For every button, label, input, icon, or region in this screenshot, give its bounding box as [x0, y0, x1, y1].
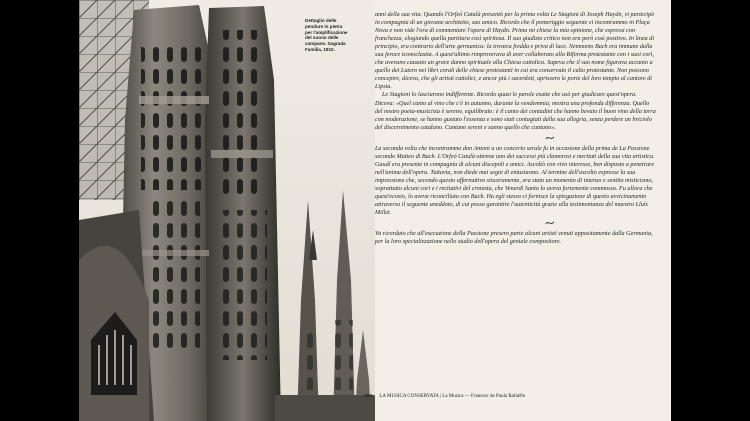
running-head: LA MUSICA CONSERVATA | La Musica — Francesc de Paula Rafaèllo — [379, 394, 526, 399]
body-text-column — [375, 11, 657, 246]
ornament-icon — [545, 135, 555, 141]
paragraph: La seconda volta che incontrammo don Antoni a un concerto serale fu in occasione della prima de La Passione secondo Matteo di Bach. L'Orfeó Català ottenne uno dei successi più clamorosi e meritati della sua vita artistica. Gaudí era presente in compagnia di alcuni discepoli e amici. Ascoltò con vivo interesse, ben disposto a penetrare nell'anima dell'opera. Tuttavia, non diede mai segni di entusiasmo. Al termine dell'ascolto espresse la sua impressione che, secondo questo affermativo sinceramente, era stato un momento di intenso e sentito misticismo, soprattutto alcuni cori e i recitativi del cronista, che Venerdì Santo lo aveva fortemente commosso. Fu allora che quest'ecosio, lo aveva riconciliato con Bach. Ha egli stesso ci fornisce la spiegazione di questo avvicinamento attraverso il seguente aneddoto, di cui posso garantire l'autenticità grazie alla testimonianza del maestro Lluís Millet. — [375, 145, 655, 217]
ornament-icon — [545, 220, 555, 226]
paragraph: Va ricordato che all'esecuzione della Passione presero parte alcuni artisti venuti appositamente dalla Germania, per la loro specializzazione nello studio dell'opera del geniale compositore. — [375, 231, 653, 246]
caption-line: per l'amplificazione — [305, 29, 348, 35]
section-separator — [375, 132, 657, 145]
cathedral-photo — [79, 0, 375, 421]
sagrada-familia-towers-image — [79, 0, 375, 421]
section-separator — [375, 217, 657, 230]
caption-line: campane. Sagrada — [305, 41, 346, 47]
caption-line: pendure in pietra — [305, 23, 343, 29]
caption-line: del suono delle — [305, 35, 339, 41]
paragraph: anni della sua vita. Quando l'Orfeó Català presentò per la prima volta Le Stagioni di Joseph Haydn, vi partecipò in compagnia di un giovane architetto, suo amico. Ricordo che il pomeriggio seguente ci incontrammo in Plaça Nova e non vide l'ora di commentare l'opera di Haydn. Prima mi chiese la mia opinione, che espressi con franchezza, elogiando quella partitura così spiritosa. Il suo giudizio critico non era però così positivo. In linea di principio, era contrario dell'arte germanica: la trovava fredda e priva di luce. Nemmeno Bach era immune dalla sua feroce iconoclastia. A quest'ultimo rimproverava di aver collaborato alla Riforma protestante con i suoi corì, che avevano causato un grave danno spirituale alla Chiesa cattolica. Sapeva che il suo nome figurava accanto a quello dei Lutero nei libri corali delle chiese protestanti in cui era conservato il culto protestante. Non possono concepire, diceva, che gli artisti cattolici, e ancor più i sacerdoti, aprissero le porte del loro tempio al cantore di Lipsia. — [375, 12, 655, 91]
photo-caption — [305, 18, 369, 53]
paragraph: Le Stagioni lo lasciarono indifferente. Ricordo quasi le parole esatte che usò per giudicare quest'opera. Diceva: «Quel canto al vino che c'è in autunno, durante la vendemmia, mostra una profonda differenza. Quello del nostro poeta-musicista è sereno, equilibrato: è il canto dei contadini che hanno bevuto il buon vino della terra con moderazione, se hanno gustato l'essenza e sono stati contagiati dalla sua allegria, senza perdere un briciolo del discernimento catalano. Cantano sereni e sanno quello che cantano». — [375, 92, 656, 131]
caption-line: Família, 1910. — [305, 46, 335, 52]
page-footer — [364, 394, 525, 399]
caption-line: Dettaglio delle — [305, 18, 337, 23]
page-number: 292 — [364, 394, 373, 399]
